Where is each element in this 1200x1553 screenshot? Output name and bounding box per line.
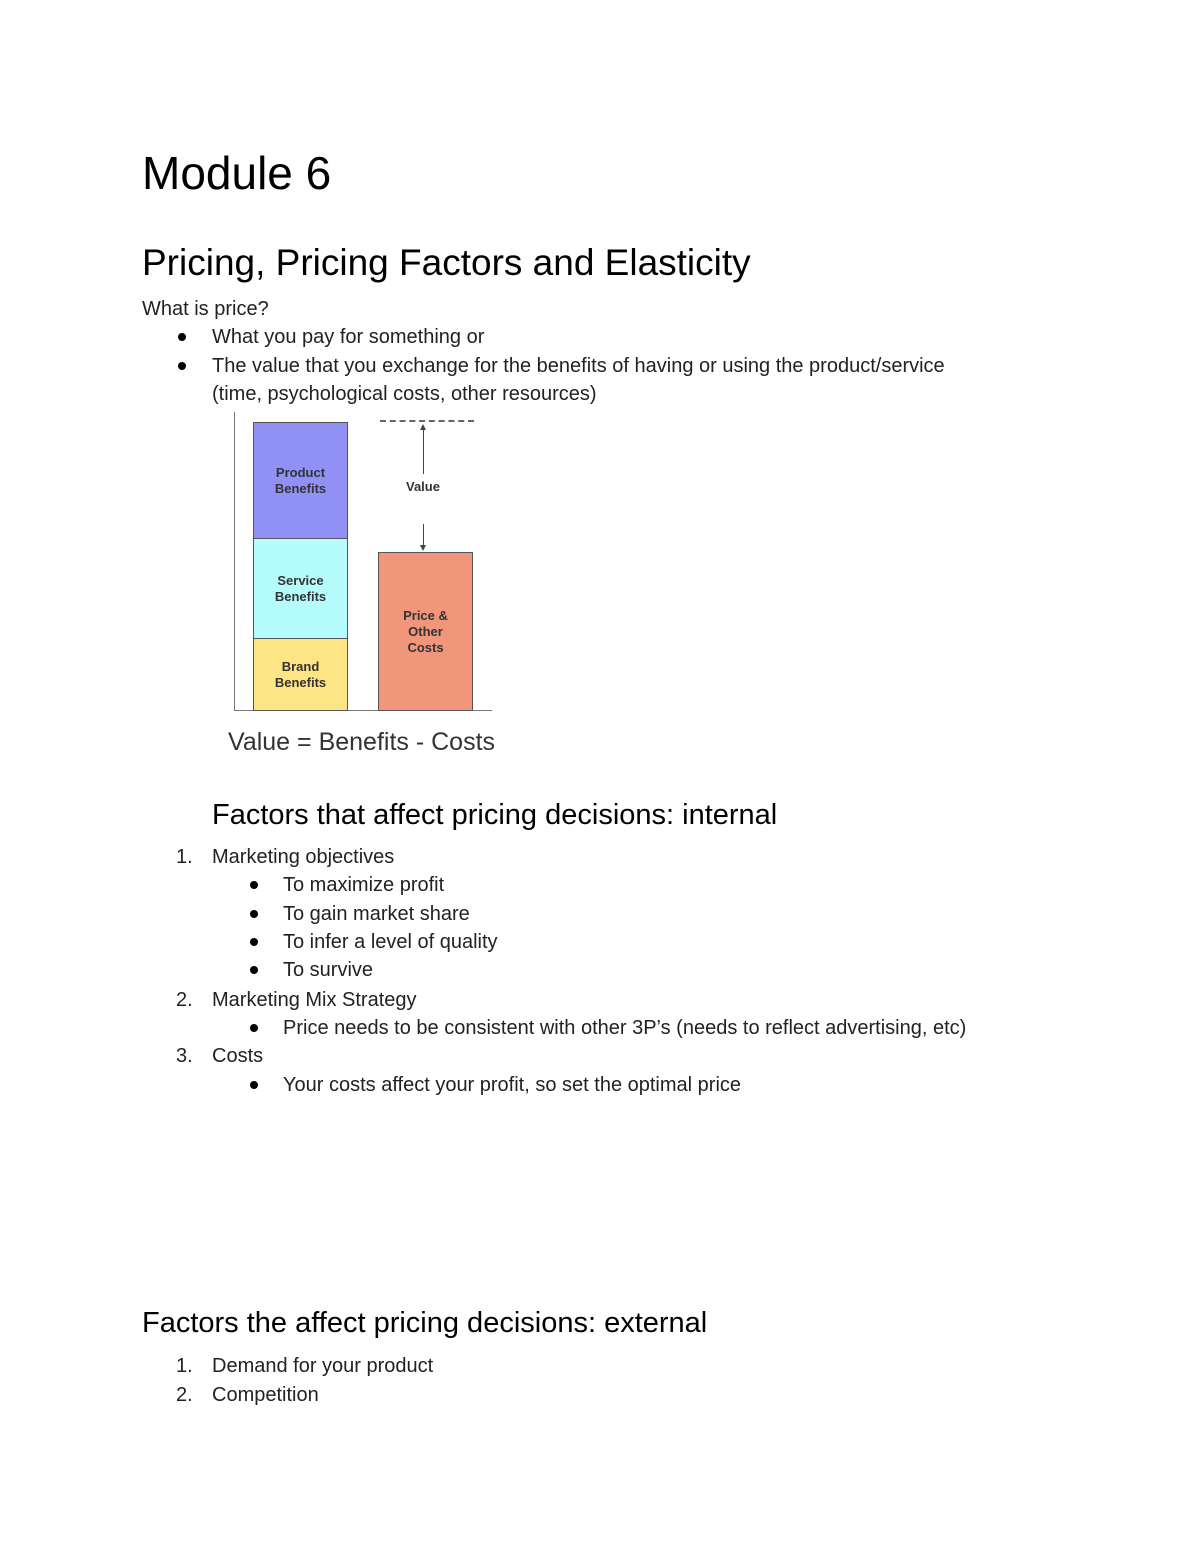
sub-list-item: To gain market share xyxy=(283,903,470,925)
product-benefits-label: Product Benefits xyxy=(274,464,327,496)
value-label: Value xyxy=(406,479,440,494)
arrow-line-top xyxy=(423,428,424,474)
list-item: The value that you exchange for the benefits of having or using the product/service xyxy=(212,355,945,377)
page-title: Module 6 xyxy=(142,147,332,199)
bullet-icon xyxy=(250,966,258,974)
brand-benefits-block xyxy=(253,638,348,711)
list-item: What you pay for something or xyxy=(212,326,485,348)
value-benefits-diagram xyxy=(228,412,528,762)
sub-list-item: To survive xyxy=(283,959,374,981)
list-number: 2. xyxy=(176,989,193,1011)
service-benefits-block xyxy=(253,538,348,639)
list-number: 2. xyxy=(176,1384,193,1406)
sub-list-item: To infer a level of quality xyxy=(283,931,498,953)
list-item: Demand for your product xyxy=(212,1355,434,1377)
bullet-icon xyxy=(250,938,258,946)
service-benefits-label: Service Benefits xyxy=(274,572,327,604)
sub-list-item: Your costs affect your profit, so set the optimal price xyxy=(283,1074,742,1096)
bullet-icon xyxy=(178,333,186,341)
list-item: Competition xyxy=(212,1384,319,1406)
diagram-vertical-axis xyxy=(234,412,235,711)
product-benefits-block xyxy=(253,422,348,539)
section-heading-pricing: Pricing, Pricing Factors and Elasticity xyxy=(142,242,751,283)
bullet-icon xyxy=(178,362,186,370)
sub-list-item: To maximize profit xyxy=(283,874,445,896)
question-text: What is price? xyxy=(142,298,269,320)
list-item: Costs xyxy=(212,1045,264,1067)
price-costs-label: Price & Other Costs xyxy=(403,607,448,655)
value-dashed-line xyxy=(380,420,474,422)
sub-list-item: Price needs to be consistent with other 3P’s (needs to reflect advertising, etc) xyxy=(283,1017,967,1039)
arrow-line-bottom xyxy=(423,524,424,546)
list-item-continuation: (time, psychological costs, other resources) xyxy=(212,383,597,405)
brand-benefits-label: Brand Benefits xyxy=(274,658,327,690)
value-formula: Value = Benefits - Costs xyxy=(228,728,496,756)
bullet-icon xyxy=(250,910,258,918)
list-number: 1. xyxy=(176,1355,193,1377)
list-item: Marketing Mix Strategy xyxy=(212,989,417,1011)
section-heading-external: Factors the affect pricing decisions: external xyxy=(142,1307,708,1339)
list-number: 3. xyxy=(176,1045,193,1067)
section-heading-internal: Factors that affect pricing decisions: internal xyxy=(212,799,778,831)
list-item: Marketing objectives xyxy=(212,846,395,868)
list-number: 1. xyxy=(176,846,193,868)
bullet-icon xyxy=(250,1081,258,1089)
bullet-icon xyxy=(250,1024,258,1032)
bullet-icon xyxy=(250,881,258,889)
arrow-down-icon xyxy=(420,545,426,551)
price-costs-block xyxy=(378,552,473,711)
